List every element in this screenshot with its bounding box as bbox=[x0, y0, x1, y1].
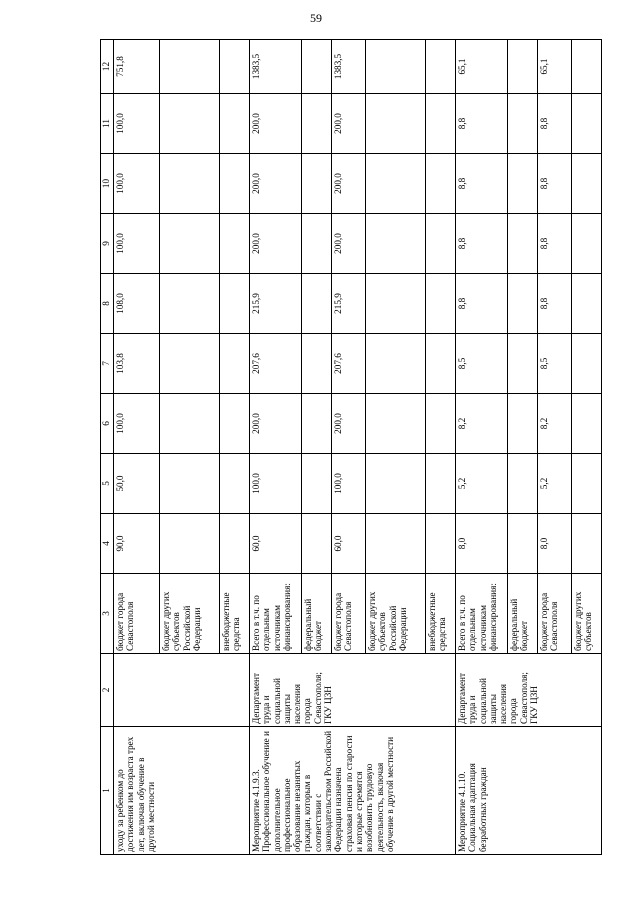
year-value-cell bbox=[160, 154, 220, 214]
year-value-cell: 8,8 bbox=[538, 214, 572, 274]
column-header: 12 bbox=[101, 40, 114, 94]
funding-source-cell: бюджет других субъектов bbox=[572, 574, 602, 654]
year-value-cell bbox=[160, 454, 220, 514]
budget-table-body bbox=[101, 40, 602, 855]
column-header: 7 bbox=[101, 334, 114, 394]
year-value-cell bbox=[426, 154, 456, 214]
year-value-cell: 90,0 bbox=[114, 514, 160, 574]
total-value-cell bbox=[426, 40, 456, 94]
funding-source-cell: бюджет города Севастополя bbox=[114, 574, 160, 654]
year-value-cell bbox=[220, 334, 250, 394]
year-value-cell bbox=[160, 334, 220, 394]
total-value-cell: 65,1 bbox=[538, 40, 572, 94]
year-value-cell bbox=[302, 274, 332, 334]
year-value-cell bbox=[366, 274, 426, 334]
total-value-cell bbox=[220, 40, 250, 94]
program-cell: Мероприятие 4.1.10. Социальная адаптация безработных граждан bbox=[456, 727, 602, 855]
year-value-cell bbox=[508, 454, 538, 514]
year-value-cell bbox=[426, 94, 456, 154]
year-value-cell bbox=[220, 154, 250, 214]
year-value-cell: 207,6 bbox=[332, 334, 366, 394]
year-value-cell bbox=[508, 334, 538, 394]
year-value-cell bbox=[302, 514, 332, 574]
year-value-cell bbox=[426, 454, 456, 514]
year-value-cell bbox=[572, 214, 602, 274]
year-value-cell: 108,0 bbox=[114, 274, 160, 334]
year-value-cell: 200,0 bbox=[250, 394, 302, 454]
year-value-cell bbox=[508, 154, 538, 214]
total-value-cell bbox=[160, 40, 220, 94]
funding-source-cell: Всего в т.ч. по отдельным источникам финансирования: bbox=[250, 574, 302, 654]
year-value-cell bbox=[572, 514, 602, 574]
executor-cell: Департамент труда и социальной защиты населения города Севастополя; ГКУ ЦЗН bbox=[456, 654, 602, 727]
funding-source-cell: внебюджетные средства bbox=[426, 574, 456, 654]
year-value-cell: 100,0 bbox=[332, 454, 366, 514]
year-value-cell bbox=[220, 394, 250, 454]
year-value-cell bbox=[572, 454, 602, 514]
column-header: 11 bbox=[101, 94, 114, 154]
year-value-cell bbox=[302, 154, 332, 214]
year-value-cell: 8,8 bbox=[538, 154, 572, 214]
year-value-cell bbox=[220, 514, 250, 574]
year-value-cell bbox=[302, 454, 332, 514]
year-value-cell bbox=[426, 334, 456, 394]
column-header: 1 bbox=[101, 727, 114, 855]
year-value-cell bbox=[508, 514, 538, 574]
year-value-cell: 5,2 bbox=[538, 454, 572, 514]
year-value-cell: 50,0 bbox=[114, 454, 160, 514]
column-header: 10 bbox=[101, 154, 114, 214]
column-header: 9 bbox=[101, 214, 114, 274]
year-value-cell: 200,0 bbox=[332, 154, 366, 214]
column-header: 3 bbox=[101, 574, 114, 654]
year-value-cell: 215,9 bbox=[332, 274, 366, 334]
column-header: 5 bbox=[101, 454, 114, 514]
column-header: 8 bbox=[101, 274, 114, 334]
year-value-cell bbox=[508, 94, 538, 154]
year-value-cell bbox=[302, 394, 332, 454]
year-value-cell bbox=[366, 514, 426, 574]
year-value-cell: 207,6 bbox=[250, 334, 302, 394]
year-value-cell: 100,0 bbox=[250, 454, 302, 514]
year-value-cell: 200,0 bbox=[250, 214, 302, 274]
year-value-cell bbox=[160, 274, 220, 334]
year-value-cell: 8,8 bbox=[456, 274, 508, 334]
year-value-cell: 200,0 bbox=[332, 394, 366, 454]
year-value-cell: 60,0 bbox=[250, 514, 302, 574]
year-value-cell bbox=[572, 394, 602, 454]
year-value-cell: 8,8 bbox=[538, 94, 572, 154]
year-value-cell bbox=[572, 154, 602, 214]
year-value-cell: 8,8 bbox=[538, 274, 572, 334]
year-value-cell bbox=[220, 214, 250, 274]
year-value-cell: 5,2 bbox=[456, 454, 508, 514]
year-value-cell: 8,8 bbox=[456, 94, 508, 154]
year-value-cell bbox=[366, 454, 426, 514]
table-row bbox=[250, 40, 302, 855]
year-value-cell bbox=[426, 274, 456, 334]
year-value-cell: 200,0 bbox=[250, 154, 302, 214]
budget-table bbox=[100, 39, 602, 855]
year-value-cell bbox=[302, 334, 332, 394]
year-value-cell bbox=[366, 334, 426, 394]
year-value-cell bbox=[302, 214, 332, 274]
year-value-cell: 100,0 bbox=[114, 214, 160, 274]
year-value-cell: 100,0 bbox=[114, 154, 160, 214]
year-value-cell: 100,0 bbox=[114, 94, 160, 154]
funding-source-cell: федеральный бюджет bbox=[302, 574, 332, 654]
year-value-cell: 8,5 bbox=[456, 334, 508, 394]
funding-source-cell: внебюджетные средства bbox=[220, 574, 250, 654]
year-value-cell bbox=[220, 94, 250, 154]
funding-source-cell: федеральный бюджет bbox=[508, 574, 538, 654]
year-value-cell: 8,8 bbox=[456, 214, 508, 274]
year-value-cell: 60,0 bbox=[332, 514, 366, 574]
table-row bbox=[456, 40, 508, 855]
total-value-cell bbox=[302, 40, 332, 94]
year-value-cell bbox=[426, 514, 456, 574]
year-value-cell: 8,5 bbox=[538, 334, 572, 394]
program-cell: Мероприятие 4.1.9.3. Профессиональное обучение и дополнительное профессиональное образование незанятых граждан, которым в соответствии с законодательством Российской Федерации назначена страховая пенсия по старости и которые стремятся возобновить трудовую деятельность, включая обучение в другой местности bbox=[250, 727, 456, 855]
column-header: 2 bbox=[101, 654, 114, 727]
year-value-cell bbox=[160, 394, 220, 454]
total-value-cell: 1383,5 bbox=[250, 40, 302, 94]
year-value-cell bbox=[508, 394, 538, 454]
year-value-cell: 100,0 bbox=[114, 394, 160, 454]
year-value-cell: 200,0 bbox=[332, 214, 366, 274]
rotated-table-wrapper bbox=[100, 40, 594, 855]
funding-source-cell: бюджет других субъектов Российской Федерации bbox=[366, 574, 426, 654]
funding-source-cell: Всего в т.ч. по отдельным источникам финансирования: bbox=[456, 574, 508, 654]
year-value-cell bbox=[220, 274, 250, 334]
column-header: 4 bbox=[101, 514, 114, 574]
year-value-cell bbox=[160, 514, 220, 574]
year-value-cell bbox=[366, 94, 426, 154]
total-value-cell bbox=[572, 40, 602, 94]
year-value-cell: 8,0 bbox=[538, 514, 572, 574]
year-value-cell bbox=[366, 154, 426, 214]
total-value-cell bbox=[508, 40, 538, 94]
rotated-table-canvas bbox=[100, 40, 594, 855]
table-row bbox=[114, 40, 160, 855]
column-header: 6 bbox=[101, 394, 114, 454]
total-value-cell bbox=[366, 40, 426, 94]
page-number: 59 bbox=[310, 11, 322, 25]
year-value-cell: 8,2 bbox=[456, 394, 508, 454]
funding-source-cell: бюджет других субъектов Российской Федерации bbox=[160, 574, 220, 654]
year-value-cell: 215,9 bbox=[250, 274, 302, 334]
year-value-cell bbox=[508, 214, 538, 274]
total-value-cell: 1383,5 bbox=[332, 40, 366, 94]
year-value-cell bbox=[220, 454, 250, 514]
year-value-cell bbox=[366, 214, 426, 274]
funding-source-cell: бюджет города Севастополя bbox=[332, 574, 366, 654]
year-value-cell bbox=[160, 214, 220, 274]
year-value-cell: 103,8 bbox=[114, 334, 160, 394]
year-value-cell: 200,0 bbox=[250, 94, 302, 154]
year-value-cell bbox=[572, 274, 602, 334]
year-value-cell: 8,8 bbox=[456, 154, 508, 214]
program-cell: уходу за ребенком до достижения им возраста трех лет, включая обучение в другой местности bbox=[114, 727, 250, 855]
year-value-cell bbox=[366, 394, 426, 454]
year-value-cell bbox=[302, 94, 332, 154]
year-value-cell bbox=[160, 94, 220, 154]
year-value-cell: 8,0 bbox=[456, 514, 508, 574]
year-value-cell bbox=[572, 94, 602, 154]
header-row bbox=[101, 40, 114, 855]
total-value-cell: 65,1 bbox=[456, 40, 508, 94]
total-value-cell: 751,8 bbox=[114, 40, 160, 94]
year-value-cell bbox=[426, 394, 456, 454]
year-value-cell bbox=[508, 274, 538, 334]
executor-cell bbox=[114, 654, 250, 727]
funding-source-cell: бюджет города Севастополя bbox=[538, 574, 572, 654]
year-value-cell bbox=[426, 214, 456, 274]
year-value-cell: 8,2 bbox=[538, 394, 572, 454]
year-value-cell: 200,0 bbox=[332, 94, 366, 154]
executor-cell: Департамент труда и социальной защиты населения города Севастополя; ГКУ ЦЗН bbox=[250, 654, 456, 727]
year-value-cell bbox=[572, 334, 602, 394]
